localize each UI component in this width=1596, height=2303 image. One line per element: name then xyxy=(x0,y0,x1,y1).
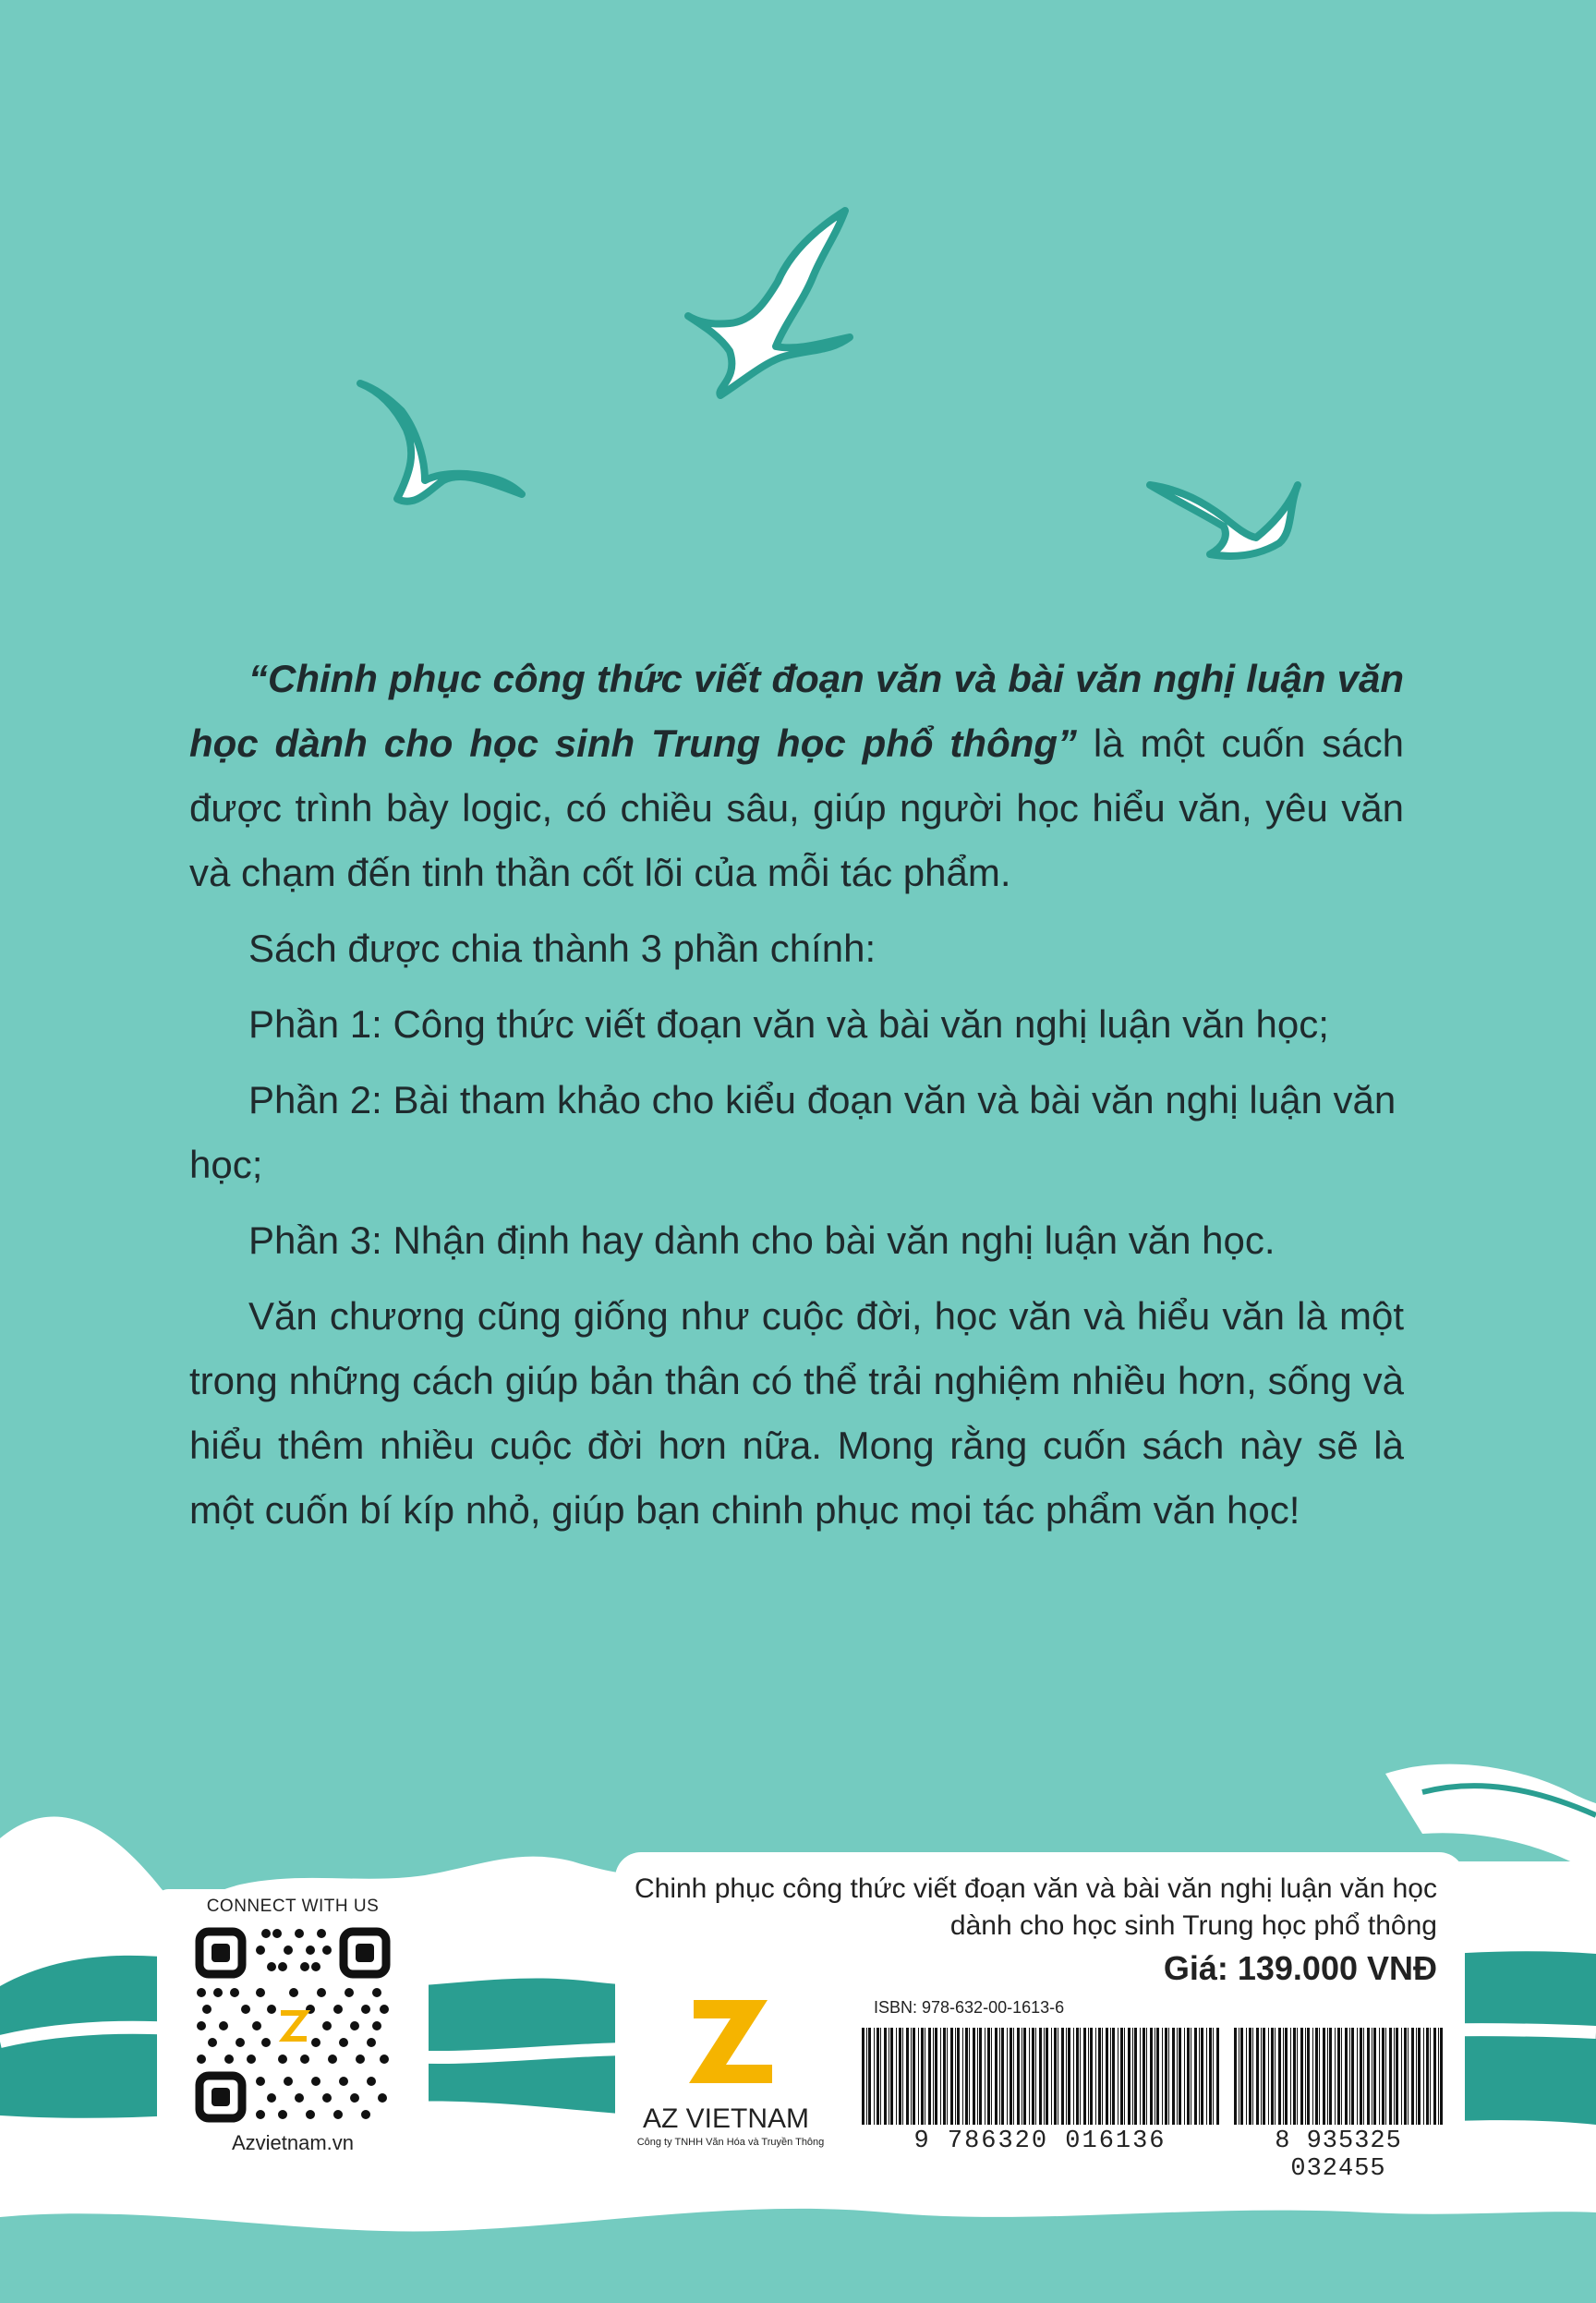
description-text xyxy=(189,647,1404,1554)
publisher-name: AZ VIETNAM xyxy=(642,2103,809,2134)
qr-caption: CONNECT WITH US xyxy=(206,1897,380,1916)
price-label: Giá: 139.000 VNĐ xyxy=(1163,1949,1437,1987)
intro-rest: là một cuốn sách được trình bày logic, có chiều sâu, giúp người học hiểu văn, yêu văn và chạm đến tinh thần cốt lõi của mỗi tác phẩm. xyxy=(189,721,1404,894)
qr-website: Azvietnam.vn xyxy=(231,2131,355,2154)
price-barcode-number: 8 935325 032455 xyxy=(1275,2127,1402,2183)
info-book-title xyxy=(624,1871,1437,1945)
book-title-quote: “Chinh phục công thức viết đoạn văn và bài văn nghị luận văn học dành cho học sinh Trung học phổ thông” xyxy=(189,657,1404,765)
barcode-icon xyxy=(1232,2028,1445,2125)
seagull-icon xyxy=(688,211,850,395)
seagull-icon xyxy=(360,383,522,502)
barcode-icon xyxy=(860,2028,1220,2125)
seagull-icon xyxy=(1150,485,1298,556)
parts-intro: Sách được chia thành 3 phần chính: xyxy=(248,927,877,970)
part-1: Phần 1: Công thức viết đoạn văn và bài văn nghị luận văn học; xyxy=(248,1002,1329,1046)
isbn-text: ISBN: 978-632-00-1613-6 xyxy=(874,1998,1065,2017)
qr-code-icon[interactable] xyxy=(192,1924,393,2126)
part-3: Phần 3: Nhận định hay dành cho bài văn nghị luận văn học. xyxy=(248,1218,1276,1262)
seagulls-illustration xyxy=(0,0,1596,647)
intro-paragraph xyxy=(189,647,1404,905)
az-vietnam-logo-icon xyxy=(680,1991,781,2092)
qr-card xyxy=(157,1889,429,2163)
book-info-card xyxy=(615,1852,1465,2183)
info-title-line-1: Chinh phục công thức viết đoạn văn và bài văn nghị luận văn học xyxy=(634,1873,1437,1904)
part-2: Phần 2: Bài tham khảo cho kiểu đoạn văn và bài văn nghị luận văn học; xyxy=(189,1078,1396,1186)
isbn-barcode-number: 9 786320 016136 xyxy=(913,2127,1167,2155)
info-title-line-2: dành cho học sinh Trung học phổ thông xyxy=(949,1910,1437,1941)
publisher-subtitle: Công ty TNHH Văn Hóa và Truyền Thông xyxy=(636,2137,825,2148)
closing-paragraph: Văn chương cũng giống như cuộc đời, học văn và hiểu văn là một trong những cách giúp bản thân có thể trải nghiệm nhiều hơn, sống và hiểu thêm nhiều cuộc đời hơn nữa. Mong rằng cuốn sách này sẽ là một cuốn bí kíp nhỏ, giúp bạn chinh phục mọi tác phẩm văn học! xyxy=(189,1294,1404,1532)
